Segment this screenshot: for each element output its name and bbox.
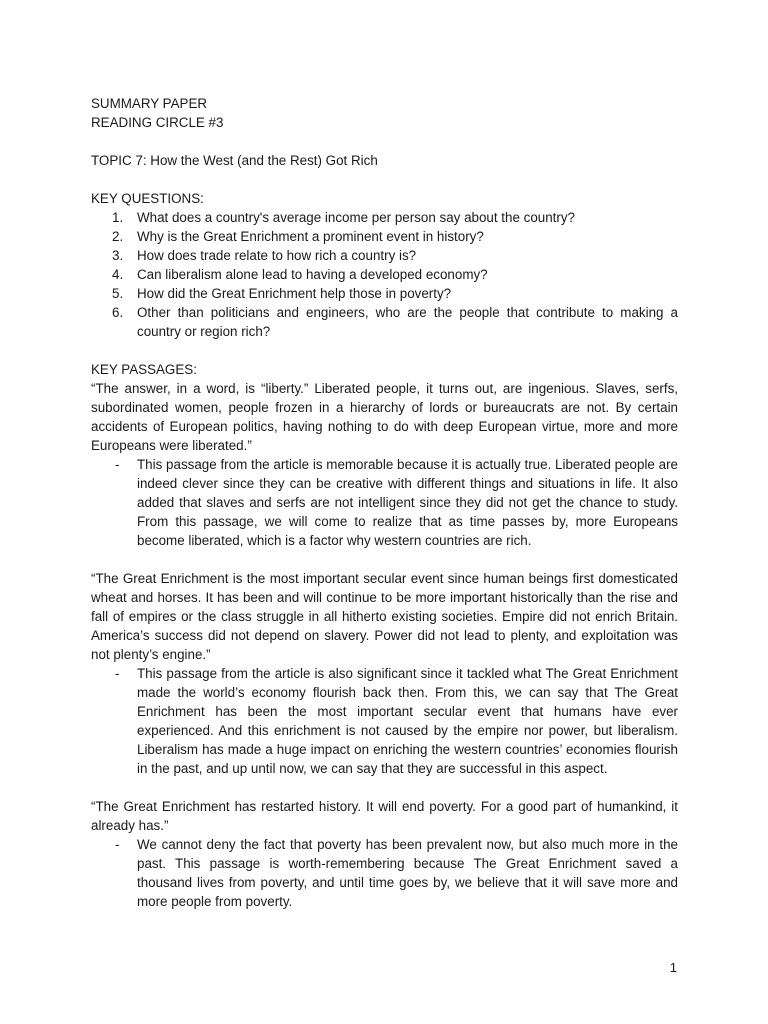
passage-quote: “The Great Enrichment is the most important secular event since human beings first domesticated wheat and horses. It has been and will continue to be more important historically than the rise and fall of empires or the class struggle in all hitherto existing societies. Empire did not enrich Britain. America’s success did not depend on slavery. Power did not lead to plenty, and exploitation was not plenty’s engine.” (91, 571, 678, 662)
question-text: Can liberalism alone lead to having a developed economy? (137, 267, 488, 282)
document-body (91, 94, 678, 911)
question-number: 6. (112, 305, 124, 320)
question-text: What does a country's average income per person say about the country? (137, 210, 576, 225)
question-number: 1. (112, 210, 124, 225)
comment-text: This passage from the article is memorable because it is actually true. Liberated people are indeed clever since they can be creative with different things and situations in life. It also added that slaves and serfs are not intelligent since they did not get the chance to study. From this passage, we will come to realize that as time passes by, more Europeans become liberated, which is a factor why western countries are rich. (137, 457, 678, 548)
page-number: 1 (669, 960, 677, 975)
question-text: Other than politicians and engineers, who are the people that contribute to making a country or region rich? (137, 305, 678, 339)
passage-comment (91, 664, 678, 778)
question-number: 3. (112, 248, 124, 263)
document-title: SUMMARY PAPER (91, 96, 208, 111)
question-text: Why is the Great Enrichment a prominent event in history? (137, 229, 484, 244)
question-item (91, 303, 678, 341)
question-number: 5. (112, 286, 124, 301)
key-passages-heading: KEY PASSAGES: (91, 362, 197, 377)
question-item (91, 265, 678, 284)
document-subtitle: READING CIRCLE #3 (91, 115, 224, 130)
bullet-dash: - (115, 457, 120, 472)
question-number: 2. (112, 229, 124, 244)
comment-text: We cannot deny the fact that poverty has been prevalent now, but also much more in the past. This passage is worth-remembering because The Great Enrichment saved a thousand lives from poverty, and until time goes by, we believe that it will save more and more people from poverty. (137, 837, 678, 909)
question-item (91, 284, 678, 303)
question-text: How does trade relate to how rich a country is? (137, 248, 417, 263)
passage-comment (91, 455, 678, 550)
comment-text: This passage from the article is also significant since it tackled what The Great Enrichment made the world’s economy flourish back then. From this, we can say that The Great Enrichment has been the most important secular event that humans have ever experienced. And this enrichment is not caused by the empire nor power, but liberalism. Liberalism has made a huge impact on enriching the western countries’ economies flourish in the past, and up until now, we can say that they are successful in this aspect. (137, 666, 678, 776)
bullet-dash: - (115, 837, 120, 852)
question-number: 4. (112, 267, 124, 282)
passage-quote: “The answer, in a word, is “liberty.” Liberated people, it turns out, are ingenious. Slaves, serfs, subordinated women, people frozen in a hierarchy of lords or bureaucrats are not. By certain accidents of European politics, having nothing to do with deep European virtue, more and more Europeans were liberated.” (91, 381, 678, 453)
question-item (91, 227, 678, 246)
passage-comment (91, 835, 678, 911)
bullet-dash: - (115, 666, 120, 681)
key-questions-list (91, 208, 678, 341)
question-item (91, 246, 678, 265)
question-item (91, 208, 678, 227)
topic-line: TOPIC 7: How the West (and the Rest) Got Rich (91, 153, 378, 168)
passage-quote: “The Great Enrichment has restarted history. It will end poverty. For a good part of humankind, it already has.” (91, 799, 678, 833)
key-questions-heading: KEY QUESTIONS: (91, 191, 204, 206)
question-text: How did the Great Enrichment help those in poverty? (137, 286, 452, 301)
